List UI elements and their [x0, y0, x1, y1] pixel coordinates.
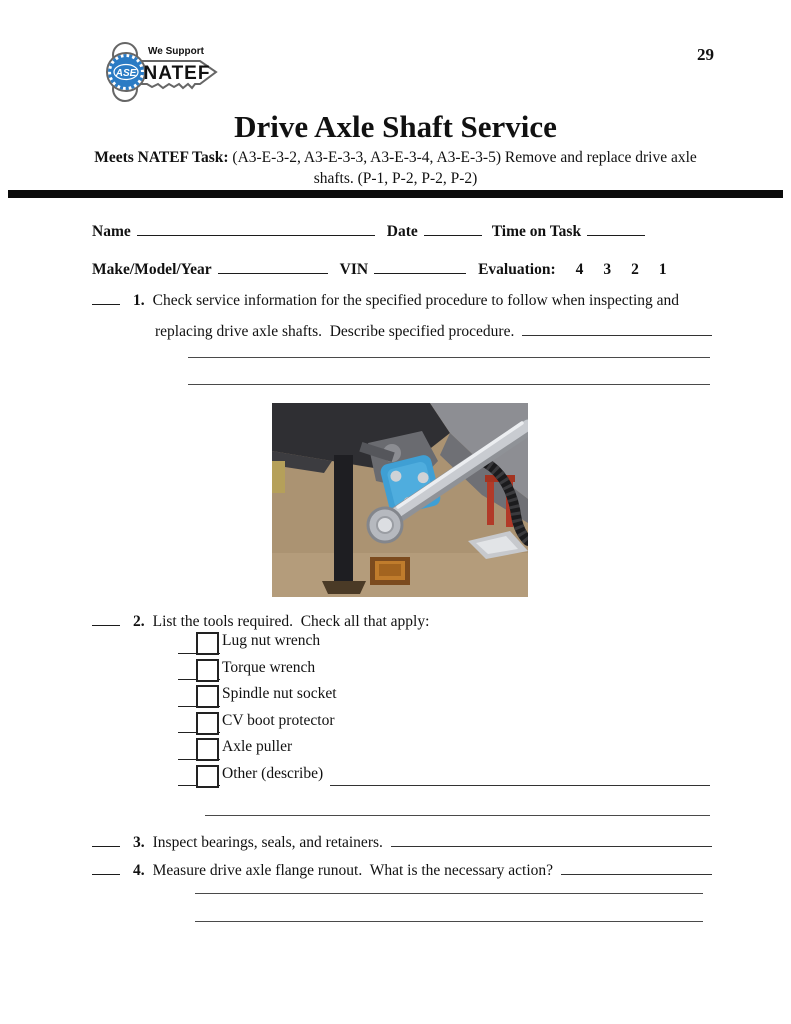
evaluation-score-3[interactable]: 3 [603, 261, 612, 278]
checklist-row-axle-puller [178, 736, 712, 763]
task-1-answer-line-2[interactable] [188, 384, 710, 385]
page-number: 29 [697, 45, 714, 64]
ase-text: ASE [115, 68, 137, 79]
natef-logo [95, 40, 223, 104]
form-row-vehicle [92, 258, 667, 280]
date-label: Date [386, 223, 418, 240]
checkbox-spindle-nut-socket[interactable] [196, 685, 219, 708]
natef-task-line-2: shafts. (P-1, P-2, P-2, P-2) [313, 170, 478, 187]
task-2-score-blank[interactable] [92, 610, 120, 626]
checkbox-label: Spindle nut socket [222, 685, 337, 702]
task-3-row [92, 831, 712, 853]
checkbox-other[interactable] [196, 765, 219, 788]
task-1-answer-line-1[interactable] [188, 357, 710, 358]
checkbox-torque-wrench[interactable] [196, 659, 219, 682]
natef-task-text: (A3-E-3-2, A3-E-3-3, A3-E-3-4, A3-E-3-5) Remove and replace drive axle [232, 149, 697, 166]
task-2-row [92, 610, 716, 632]
name-blank[interactable] [137, 220, 375, 236]
checklist-row-torque-wrench [178, 657, 712, 684]
evaluation-score-2[interactable]: 2 [631, 261, 639, 278]
vin-label: VIN [339, 261, 369, 278]
task-1-number: 1. [133, 292, 145, 309]
task-2-text: List the tools required. Check all that apply: [152, 613, 430, 630]
jack-stand [334, 455, 353, 583]
time-on-task-label: Time on Task [491, 223, 582, 240]
form-row-identity [92, 220, 645, 242]
drive-axle-photo [272, 403, 528, 597]
natef-task-line-1 [0, 147, 791, 168]
natef-key-icon [95, 40, 223, 104]
task-4-number: 4. [133, 862, 145, 879]
make-model-year-blank[interactable] [218, 258, 328, 274]
task-2-number: 2. [133, 613, 145, 630]
checkbox-lug-nut-wrench[interactable] [196, 632, 219, 655]
checkbox-label: Axle puller [222, 738, 293, 755]
checkbox-label: Other (describe) [222, 764, 324, 782]
task-1-text: Check service information for the specified procedure to follow when inspecting and [152, 292, 680, 309]
task-4-row [92, 859, 712, 881]
evaluation-label: Evaluation: [478, 261, 556, 278]
task-4-answer-blank[interactable] [561, 859, 712, 875]
tool-checklist [178, 630, 712, 789]
checkbox-label: Torque wrench [222, 658, 316, 676]
checkbox-label: CV boot protector [222, 711, 335, 729]
evaluation-score-4[interactable]: 4 [575, 261, 584, 278]
we-support-text: We Support [148, 46, 204, 57]
checklist-row-spindle-nut-socket [178, 683, 712, 710]
task-1-answer-blank[interactable] [522, 320, 712, 336]
task-1-text-2: replacing drive axle shafts. Describe specified procedure. [155, 323, 515, 340]
wall-tag [272, 461, 285, 493]
task-3-number: 3. [133, 834, 145, 851]
checkbox-label: Lug nut wrench [222, 632, 321, 649]
make-model-year-label: Make/Model/Year [92, 261, 212, 278]
name-label: Name [92, 223, 131, 240]
evaluation-score-1[interactable]: 1 [658, 261, 667, 278]
vin-blank[interactable] [374, 258, 466, 274]
checkbox-cv-boot-protector[interactable] [196, 712, 219, 735]
time-on-task-blank[interactable] [587, 220, 645, 236]
drive-axle-photo-image [272, 403, 528, 597]
floor-drain [370, 557, 410, 585]
task-4-answer-line-2[interactable] [195, 921, 703, 922]
task-1-score-blank[interactable] [92, 289, 120, 305]
natef-text: NATEF [143, 63, 211, 84]
date-blank[interactable] [424, 220, 482, 236]
natef-task-label: Meets NATEF Task: [94, 149, 229, 166]
checklist-row-other [178, 763, 712, 790]
other-describe-blank[interactable] [330, 785, 710, 786]
task-4-answer-line-1[interactable] [195, 893, 703, 894]
task-4-text: Measure drive axle flange runout. What is the necessary action? [152, 862, 554, 879]
task-3-score-blank[interactable] [92, 831, 120, 847]
checkbox-axle-puller[interactable] [196, 738, 219, 761]
checklist-row-lug-nut-wrench [178, 630, 712, 657]
checklist-row-cv-boot-protector [178, 710, 712, 737]
task-3-answer-blank[interactable] [391, 831, 712, 847]
task-3-text: Inspect bearings, seals, and retainers. [152, 834, 383, 851]
page-title: Drive Axle Shaft Service [234, 109, 557, 144]
task-4-score-blank[interactable] [92, 859, 120, 875]
task-1-row [92, 289, 716, 311]
other-answer-line[interactable] [205, 815, 710, 816]
divider-rule [8, 190, 783, 198]
task-1-row-2 [155, 320, 712, 342]
